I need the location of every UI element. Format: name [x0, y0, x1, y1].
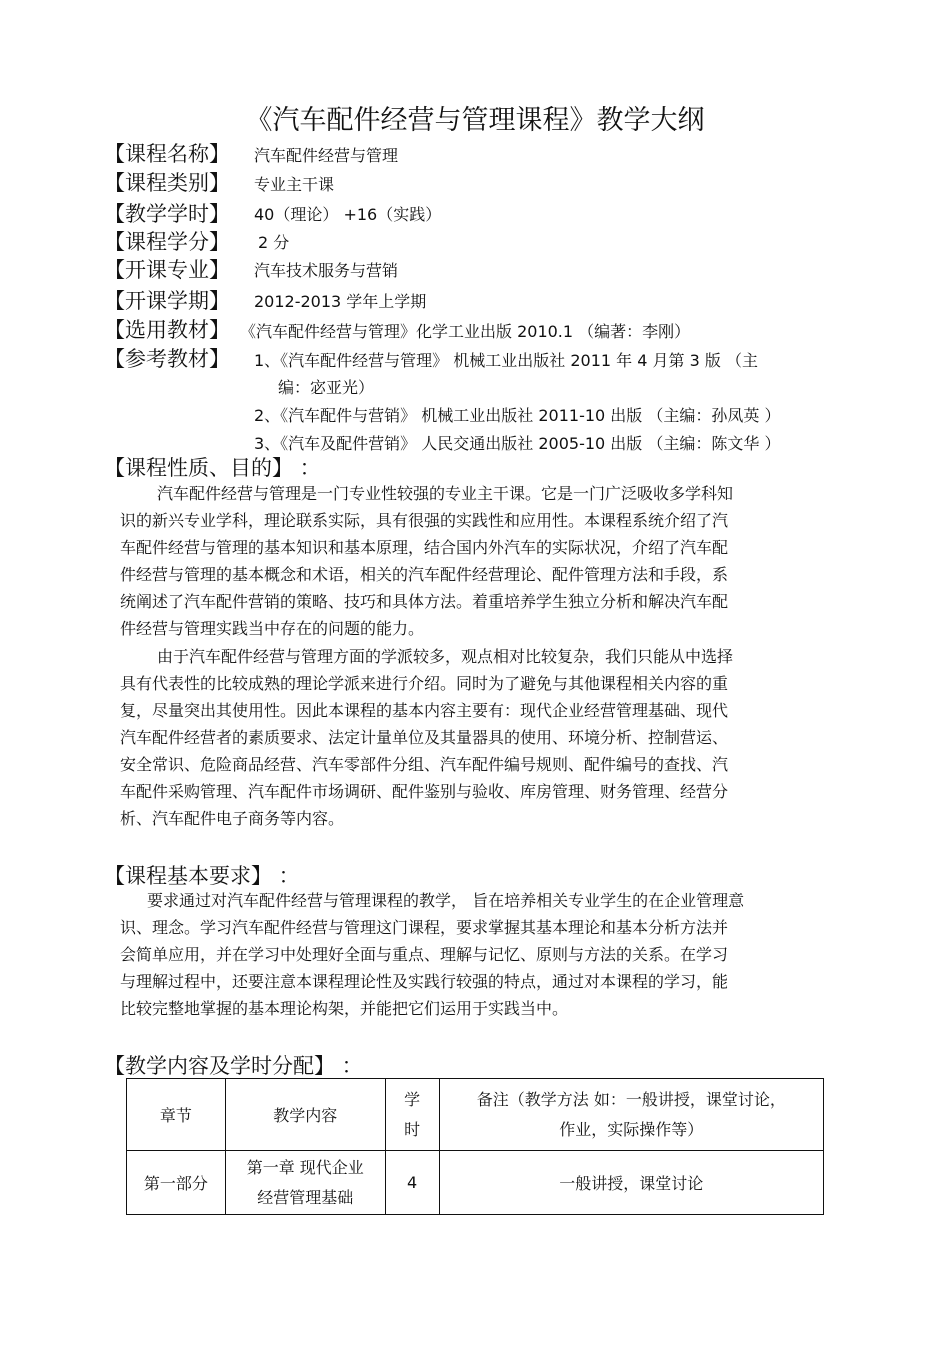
semester-label: 【开课学期】	[104, 289, 230, 313]
table-header-row	[127, 1079, 824, 1151]
text-line: 车配件采购管理、汽车配件市场调研、配件鉴别与验收、库房管理、财务管理、经营分	[120, 782, 729, 801]
course-category-label: 【课程类别】	[104, 171, 230, 195]
header-hours	[385, 1079, 439, 1151]
nature-paragraph-1	[120, 480, 733, 642]
teaching-hours-value: 40（理论） +16（实践）	[254, 205, 442, 224]
text-line: 安全常识、危险商品经营、汽车零部件分组、汽车配件编号规则、配件编号的查找、汽	[120, 755, 729, 774]
text-line: 件经营与管理实践当中存在的问题的能力。	[120, 619, 425, 638]
text-line: 汽车配件经营与管理是一门专业性较强的专业主干课。它是一门广泛吸收多学科知	[157, 484, 734, 503]
cell-chapter: 第一部分	[127, 1151, 226, 1215]
table-row	[127, 1151, 824, 1215]
reference-item-3: 3、《汽车及配件营销》 人民交通出版社 2005-10 出版 （主编：陈文华 ）	[254, 434, 781, 453]
cell-hours: 4	[385, 1151, 439, 1215]
header-content: 教学内容	[225, 1079, 385, 1151]
document-title: 《汽车配件经营与管理课程》教学大纲	[245, 105, 705, 136]
requirements-heading: 【课程基本要求】 ：	[104, 864, 300, 888]
text-line: 统阐述了汽车配件营销的策略、技巧和具体方法。着重培养学生独立分析和解决汽车配	[120, 592, 729, 611]
reference-item-2: 2、《汽车配件与营销》 机械工业出版社 2011-10 出版 （主编：孙凤英 ）	[254, 406, 781, 425]
course-credit-value: 2 分	[258, 233, 290, 252]
major-label: 【开课专业】	[104, 258, 230, 282]
text-line: 由于汽车配件经营与管理方面的学派较多，观点相对比较复杂，我们只能从中选择	[157, 647, 734, 666]
text-line: 识的新兴专业学科，理论联系实际，具有很强的实践性和应用性。本课程系统介绍了汽	[120, 511, 729, 530]
header-hours-line-2: 时	[404, 1119, 421, 1139]
header-hours-line-1: 学	[404, 1089, 421, 1109]
text-line: 具有代表性的比较成熟的理论学派来进行介绍。同时为了避免与其他课程相关内容的重	[120, 674, 729, 693]
course-name-label: 【课程名称】	[104, 142, 230, 166]
allocation-table	[126, 1078, 824, 1215]
course-category-value: 专业主干课	[254, 175, 335, 194]
textbook-label: 【选用教材】	[104, 318, 230, 342]
reference-item-1: 1、《汽车配件经营与管理》 机械工业出版社 2011 年 4 月第 3 版 （主	[254, 351, 758, 370]
cell-content-line-2: 经营管理基础	[257, 1187, 354, 1207]
text-line: 识、理念。学习汽车配件经营与管理这门课程，要求掌握其基本理论和基本分析方法并	[120, 918, 729, 937]
text-line: 件经营与管理的基本概念和术语，相关的汽车配件经营理论、配件管理方法和手段，系	[120, 565, 729, 584]
course-name-value: 汽车配件经营与管理	[254, 146, 399, 165]
text-line: 会简单应用，并在学习中处理好全面与重点、理解与记忆、原则与方法的关系。在学习	[120, 945, 729, 964]
text-line: 比较完整地掌握的基本理论构架，并能把它们运用于实践当中。	[120, 999, 569, 1018]
allocation-heading: 【教学内容及学时分配】 ：	[104, 1054, 363, 1078]
textbook-value: 《汽车配件经营与管理》化学工业出版 2010.1 （编著：李刚）	[240, 322, 691, 341]
text-line: 要求通过对汽车配件经营与管理课程的教学， 旨在培养相关专业学生的在企业管理意	[147, 891, 745, 910]
nature-heading: 【课程性质、目的】 ：	[104, 456, 321, 480]
cell-content	[225, 1151, 385, 1215]
cell-notes: 一般讲授，课堂讨论	[439, 1151, 823, 1215]
header-notes-line-1: 备注（教学方法 如：一般讲授，课堂讨论，	[476, 1089, 786, 1109]
reference-label: 【参考教材】	[104, 347, 230, 371]
text-line: 汽车配件经营者的素质要求、法定计量单位及其量器具的使用、环境分析、控制营运、	[120, 728, 729, 747]
header-notes	[439, 1079, 823, 1151]
semester-value: 2012-2013 学年上学期	[254, 292, 427, 311]
text-line: 析、汽车配件电子商务等内容。	[120, 809, 345, 828]
major-value: 汽车技术服务与营销	[254, 261, 399, 280]
text-line: 与理解过程中，还要注意本课程理论性及实践行较强的特点，通过对本课程的学习，能	[120, 972, 729, 991]
cell-content-line-1: 第一章 现代企业	[246, 1157, 364, 1177]
requirements-paragraph	[120, 887, 744, 1022]
header-chapter: 章节	[127, 1079, 226, 1151]
text-line: 复，尽量突出其使用性。因此本课程的基本内容主要有：现代企业经营管理基础、现代	[120, 701, 729, 720]
teaching-hours-label: 【教学学时】	[104, 202, 230, 226]
header-notes-line-2: 作业，实际操作等）	[559, 1119, 704, 1139]
nature-paragraph-2	[120, 643, 733, 832]
text-line: 车配件经营与管理的基本知识和基本原理，结合国内外汽车的实际状况，介绍了汽车配	[120, 538, 729, 557]
course-credit-label: 【课程学分】	[104, 230, 230, 254]
reference-item-1-cont: 编：宓亚光）	[278, 378, 375, 397]
